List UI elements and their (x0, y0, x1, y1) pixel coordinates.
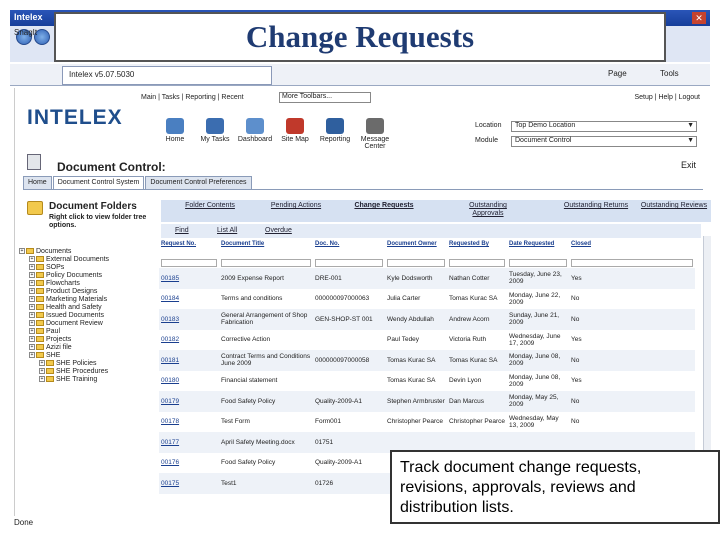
table-cell (313, 330, 385, 351)
site-map-button[interactable] (275, 118, 315, 143)
tree-item-label: Paul (46, 328, 61, 335)
table-cell: Yes (571, 336, 582, 344)
tree-item-label: External Documents (46, 256, 110, 263)
info-icon (366, 118, 384, 134)
module-select[interactable] (511, 136, 697, 147)
status-text: Done (14, 518, 34, 527)
folder-icon (26, 248, 34, 254)
message-center-label: Message Center (360, 136, 390, 150)
toolbar-select[interactable] (279, 92, 371, 103)
table-cell: General Arrangement of Shop Fabrication (221, 312, 308, 327)
col-doc-no[interactable]: Doc. No. (315, 241, 340, 247)
expand-icon[interactable]: + (30, 280, 34, 287)
expand-icon[interactable]: + (40, 368, 44, 375)
table-cell: 000000097000063 (315, 295, 370, 303)
callout-box: Track document change requests, revisions, approvals, reviews and distribution lists. (390, 450, 720, 524)
table-cell: Monday, June 22, 2009 (509, 291, 561, 306)
tree-item[interactable] (19, 280, 159, 288)
table-cell: Wendy Abdullah (387, 315, 434, 323)
tree-item-label: Document Review (46, 320, 103, 327)
filter-select[interactable] (571, 259, 693, 267)
request-link[interactable]: 00176 (161, 459, 180, 467)
expand-icon[interactable]: + (30, 328, 34, 335)
intelex-logo: INTELEX (27, 106, 123, 129)
expand-icon[interactable]: + (40, 360, 44, 367)
tree-item[interactable] (19, 256, 159, 264)
table-cell: Tuesday, June 23, 2009 (509, 271, 562, 286)
table-cell: 2009 Expense Report (221, 274, 284, 282)
tree-item-label: Marketing Materials (46, 296, 108, 303)
browser-tab-title: Intelex v5.07.5030 (69, 70, 135, 79)
request-link[interactable]: 00178 (161, 418, 180, 426)
expand-icon[interactable]: + (30, 344, 34, 351)
main-menu[interactable]: Main | Tasks | Reporting | Recent (141, 94, 244, 101)
module-value: Document Control (515, 137, 572, 144)
expand-icon[interactable]: + (30, 304, 34, 311)
module-label: Module (475, 137, 498, 144)
tab-document-control-system[interactable]: Document Control System (53, 176, 145, 190)
folder-icon (36, 304, 44, 310)
request-link[interactable]: 00179 (161, 397, 180, 405)
folder-icon (36, 280, 44, 286)
tree-item[interactable] (19, 376, 159, 384)
table-cell: Food Safety Policy (221, 459, 276, 467)
dashboard-icon (246, 118, 264, 134)
filter-input[interactable] (315, 259, 383, 267)
table-cell: Monday, June 08, 2009 (509, 353, 561, 368)
expand-icon[interactable]: + (30, 272, 34, 279)
table-cell: Nathan Cotter (449, 274, 490, 282)
folder-icon (46, 376, 54, 382)
site-map-label: Site Map (281, 136, 309, 143)
browser-app-name: Intelex (14, 12, 43, 22)
folder-icon (36, 272, 44, 278)
table-cell: 01726 (315, 479, 334, 487)
request-link[interactable]: 00181 (161, 356, 180, 364)
folder-icon (36, 296, 44, 302)
tree-item[interactable] (19, 336, 159, 344)
tree-item[interactable] (19, 352, 159, 360)
exit-button[interactable]: Exit (680, 160, 696, 170)
table-cell: Sunday, June 21, 2009 (509, 312, 560, 327)
folders-hint: Right click to view folder tree options. (49, 214, 147, 229)
folders-title: Document Folders (49, 201, 137, 212)
table-row[interactable] (159, 412, 695, 433)
tree-item[interactable] (19, 264, 159, 272)
request-link[interactable]: 00180 (161, 377, 180, 385)
table-cell: Dan Marcus (449, 397, 485, 405)
table-cell: Quality-2009-A1 (315, 459, 362, 467)
tree-item-label: Health and Safety (46, 304, 102, 311)
table-cell: Quality-2009-A1 (315, 397, 362, 405)
tree-item-label: Projects (46, 336, 72, 343)
folder-icon (36, 256, 44, 262)
chevron-down-icon: ▼ (687, 122, 694, 129)
folder-icon (36, 344, 44, 350)
table-cell: Tomas Kurac SA (387, 356, 436, 364)
browser-tabstrip (10, 64, 710, 86)
table-cell: Test Form (221, 418, 250, 426)
table-cell: Julia Carter (387, 295, 421, 303)
table-row[interactable] (159, 289, 695, 310)
slide-title: Change Requests (54, 12, 666, 62)
expand-icon[interactable]: + (30, 256, 34, 263)
table-cell: 01751 (315, 438, 334, 446)
col-closed[interactable]: Closed (571, 241, 592, 247)
folder-icon (27, 201, 43, 215)
col-requested-by[interactable]: Requested By (449, 241, 490, 247)
reporting-icon (326, 118, 344, 134)
table-cell: Monday, June 08, 2009 (509, 373, 561, 388)
tree-item-label: SOPs (46, 264, 65, 271)
table-cell: Monday, May 25, 2009 (509, 394, 559, 409)
tree-item-label: SHE Training (56, 376, 98, 383)
tree-item[interactable] (19, 296, 159, 304)
request-link[interactable]: 00183 (161, 315, 180, 323)
home-button[interactable] (155, 118, 195, 143)
table-cell: Financial statement (221, 377, 278, 385)
table-cell: No (571, 418, 580, 426)
tools-menu[interactable]: Tools (660, 69, 679, 78)
table-cell: Christopher Pearce (387, 418, 443, 426)
table-cell: Devin Lyon (449, 377, 482, 385)
table-cell: No (571, 397, 580, 405)
table-row[interactable] (159, 350, 695, 371)
filter-input[interactable] (509, 259, 567, 267)
filter-input[interactable] (161, 259, 217, 267)
folder-icon (36, 312, 44, 318)
tree-item-label: SHE Procedures (56, 368, 109, 375)
table-cell: Victoria Ruth (449, 336, 487, 344)
folder-icon (36, 288, 44, 294)
tab-folder-contents[interactable]: Folder Contents (185, 202, 235, 209)
tree-item[interactable] (19, 312, 159, 320)
tree-item[interactable] (19, 320, 159, 328)
expand-icon[interactable]: + (40, 376, 44, 383)
location-select[interactable] (511, 121, 697, 132)
tab-change-requests[interactable]: Change Requests (354, 202, 414, 209)
my-tasks-label: My Tasks (200, 136, 230, 143)
table-cell: Terms and conditions (221, 295, 283, 303)
browser-tab[interactable] (62, 66, 272, 85)
tree-item-label: Documents (36, 248, 72, 255)
table-cell: Kyle Dodsworth (387, 274, 433, 282)
tab-outstanding-reviews[interactable]: Outstanding Reviews (640, 202, 708, 209)
site-map-icon (286, 118, 304, 134)
filter-input[interactable] (387, 259, 445, 267)
location-value: Top Demo Location (515, 122, 576, 129)
request-link[interactable]: 00182 (161, 336, 180, 344)
find-link[interactable]: Find (175, 227, 189, 234)
toolbar-select-value: More Toolbars... (282, 93, 333, 100)
tree-item-label: Issued Documents (46, 312, 104, 319)
folder-icon (36, 328, 44, 334)
tab-outstanding-approvals[interactable]: Outstanding Approvals (469, 202, 507, 217)
tree-item[interactable] (19, 288, 159, 296)
col-document-title[interactable]: Document Title (221, 241, 265, 247)
message-center-button[interactable] (355, 118, 395, 150)
dashboard-label: Dashboard (237, 136, 273, 143)
tree-item[interactable] (19, 304, 159, 312)
chevron-down-icon: ▼ (687, 137, 694, 144)
table-cell: No (571, 356, 580, 364)
table-cell: Stephen Armbruster (387, 397, 445, 405)
main-tabs (23, 176, 253, 190)
util-links[interactable]: Setup | Help | Logout (634, 94, 700, 101)
table-cell: DRE-001 (315, 274, 342, 282)
folder-tree (19, 248, 159, 384)
table-cell: Christopher Pearce (449, 418, 505, 426)
table-cell: No (571, 315, 580, 323)
document-icon (27, 154, 41, 170)
table-cell: Wednesday, May 13, 2009 (509, 414, 559, 429)
col-date-requested[interactable]: Date Requested (509, 241, 555, 247)
request-link[interactable]: 00177 (161, 438, 180, 446)
expand-icon[interactable]: + (30, 288, 34, 295)
tree-item-label: Product Designs (46, 288, 98, 295)
my-tasks-button[interactable] (195, 118, 235, 143)
page-menu[interactable]: Page (608, 69, 627, 78)
overdue-link[interactable]: Overdue (265, 227, 292, 234)
filter-input[interactable] (221, 259, 311, 267)
expand-icon[interactable]: + (20, 248, 24, 255)
table-cell: Paul Tedey (387, 336, 420, 344)
folder-icon (46, 368, 54, 374)
tree-item[interactable] (19, 272, 159, 280)
list-operations (161, 224, 701, 238)
tree-item-label: Flowcharts (46, 280, 80, 287)
table-cell: Contract Terms and Conditions June 2009 (221, 353, 311, 368)
request-link[interactable]: 00184 (161, 295, 180, 303)
tasks-icon (206, 118, 224, 134)
expand-icon[interactable]: + (30, 320, 34, 327)
tree-item[interactable] (19, 328, 159, 336)
tab-divider (23, 189, 703, 190)
reporting-label: Reporting (319, 136, 351, 143)
tree-item[interactable] (19, 360, 159, 368)
col-document-owner[interactable]: Document Owner (387, 241, 437, 247)
table-cell: April Safety Meeting.docx (221, 438, 295, 446)
tree-item-label: Azizi file (46, 344, 72, 351)
tab-pending-actions[interactable]: Pending Actions (270, 202, 322, 209)
table-row[interactable] (159, 309, 695, 330)
folder-icon (46, 360, 54, 366)
table-row[interactable] (159, 268, 695, 289)
location-label: Location (475, 122, 502, 129)
table-cell (313, 371, 385, 392)
tab-document-control-preferences[interactable]: Document Control Preferences (145, 176, 251, 190)
table-cell: Wednesday, June 17, 2009 (509, 332, 561, 347)
table-cell: No (571, 295, 580, 303)
snagit-toolbar[interactable]: SnagIt (14, 28, 38, 37)
table-cell: Yes (571, 274, 582, 282)
expand-icon[interactable]: + (30, 352, 34, 359)
tree-item[interactable] (19, 344, 159, 352)
folder-icon (36, 264, 44, 270)
tree-item-label: SHE Policies (56, 360, 97, 367)
home-label: Home (165, 136, 185, 143)
expand-icon[interactable]: + (30, 296, 34, 303)
folder-icon (36, 336, 44, 342)
request-link[interactable]: 00175 (161, 479, 180, 487)
folder-icon (36, 320, 44, 326)
filter-input[interactable] (449, 259, 505, 267)
table-cell: Tomas Kurac SA (449, 356, 498, 364)
tree-item[interactable] (19, 248, 159, 256)
table-cell: Corrective Action (221, 336, 271, 344)
home-icon (166, 118, 184, 134)
table-cell: 000000097000058 (315, 356, 370, 364)
tree-item-label: Policy Documents (46, 272, 103, 279)
table-cell: Tomas Kurac SA (449, 295, 498, 303)
folder-icon (36, 352, 44, 358)
reporting-button[interactable] (315, 118, 355, 143)
tree-item[interactable] (19, 368, 159, 376)
table-cell: Tomas Kurac SA (387, 377, 436, 385)
list-all-link[interactable]: List All (217, 227, 238, 234)
module-title: Document Control: (57, 160, 166, 174)
table-cell: Form001 (315, 418, 342, 426)
expand-icon[interactable]: + (30, 312, 34, 319)
close-icon[interactable]: ✕ (692, 12, 706, 24)
table-cell: GEN-SHOP-ST 001 (315, 315, 373, 323)
col-request-no[interactable]: Request No. (161, 241, 197, 247)
expand-icon[interactable]: + (30, 336, 34, 343)
dashboard-button[interactable] (235, 118, 275, 143)
table-cell: Food Safety Policy (221, 397, 276, 405)
sub-tabs (161, 200, 711, 222)
table-cell: Andrew Acorn (449, 315, 490, 323)
table-row[interactable] (159, 330, 695, 351)
expand-icon[interactable]: + (30, 264, 34, 271)
table-cell: Yes (571, 377, 582, 385)
table-cell: Test1 (221, 479, 237, 487)
tab-home[interactable]: Home (23, 176, 52, 190)
request-link[interactable]: 00185 (161, 274, 180, 282)
table-row[interactable] (159, 391, 695, 412)
tab-outstanding-returns[interactable]: Outstanding Returns (563, 202, 629, 209)
table-row[interactable] (159, 371, 695, 392)
tree-item-label: SHE (46, 352, 61, 359)
